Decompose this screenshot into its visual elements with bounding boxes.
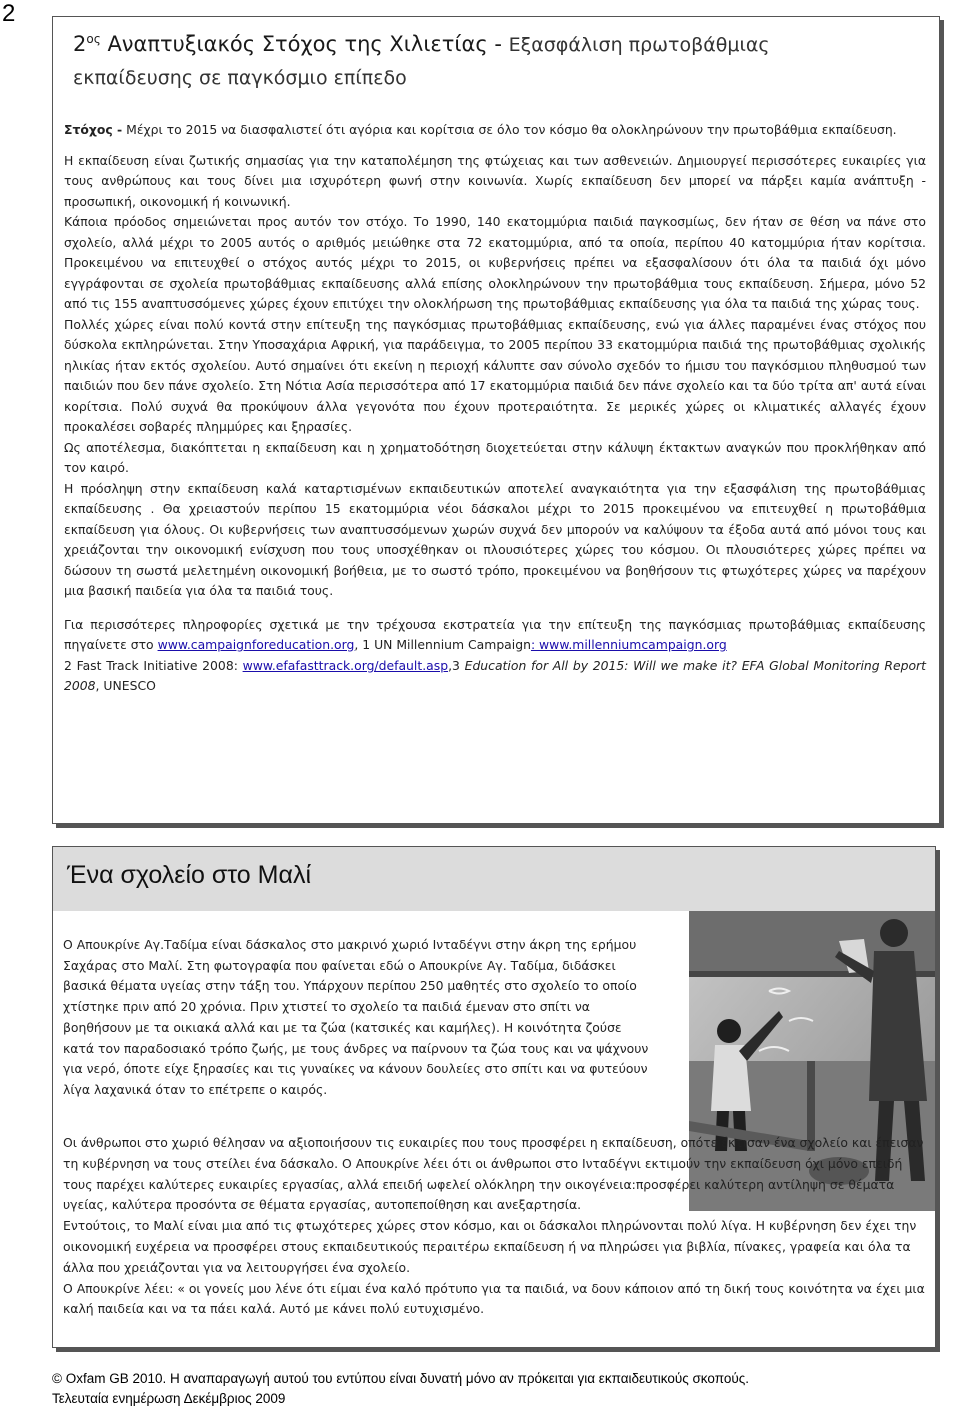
mdg-box xyxy=(52,16,940,824)
paragraph-2: Κάποια πρόοδος σημειώνεται προς αυτόν τον στόχο. Το 1990, 140 εκατομμύρια παιδιά παγκοσμίως, δεν ήταν σε θέση να πάνε στο σχολείο, αλλά μέχρι το 2005 αυτός ο αριθμός μειώθηκε στα 72 εκατομμύρια, από τα οποία, περίπου 40 κατομμύρια ήταν κορίτσια. Προκειμένου να επιτευχθεί ο στόχος αυτός μέχρι το 2015, οι κυβερνήσεις πρέπει να εξασφαλίσουν ότι όλα τα παιδιά όχι μόνο εγγράφονται σε σχολεία πρωτοβάθμιας εκπαίδευσης αλλά επίσης ολοκληρώνουν την πρωτοβάθμια τους εκπαίδευση. Σήμερα, μόνο 52 από τις 155 αναπτυσσόμενες χώρες έχουν επιτύχει την ολοκλήρωση της πρωτοβάθμιας εκπαίδευσης για όλα τα παιδιά της χώρας τους. xyxy=(64,214,926,311)
mdg-body xyxy=(64,120,926,697)
mdg-title: $2^{o\varsigma}$ Αναπτυξιακός Στόχος της Χιλιετίας - xyxy=(73,32,509,56)
mdg-subtitle-first: Εξασφάλιση πρωτοβάθμιας xyxy=(508,34,770,56)
mali-title: Ένα σχολείο στο Μαλί xyxy=(67,861,311,889)
refs-text-5: , UNESCO xyxy=(95,678,156,693)
references xyxy=(64,615,926,697)
paragraph-5: Η πρόσληψη στην εκπαίδευση καλά καταρτισμένων εκπαιδευτικών αποτελεί αναγκαιότητα για την εξασφάλιση της πρωτοβάθμιας εκπαίδευσης . Θα χρειαστούν περίπου 15 εκατομμύρια νέοι δάσκαλοι μέχρι το 2015 προκειμένου να επιτευχθεί η πρωτοβάθμια εκπαίδευση για όλους. Οι κυβερνήσεις των αναπτυσσόμενων χωρών συχνά δεν μπορούν να καλύψουν τα έξοδα αυτά από μόνοι τους και χρειάζονται την οικονομική ενίσχυση που τους υποσχέθηκαν οι πλουσιότερες χώρες του κόσμου. Οι πλουσιότερες χώρες πρέπει να δώσουν τη σωστά μελετημένη οικονομική βοήθεια, με το σωστό τρόπο, προκειμένου να βοηθήσουν τις φτωχότερες χώρες να παρέχουν μια βασική παιδεία για όλα τα παιδιά τους. xyxy=(64,480,926,598)
mali-paragraph-1: Ο Απουκρίνε Αγ.Ταδίμα είναι δάσκαλος στο μακρινό χωριό Ινταδέγνι στην άκρη της ερήμου Σαχάρας στο Μαλί. Στη φωτογραφία που φαίνεται εδώ ο Απουκρίνε Αγ. Ταδίμα, διδάσκει βασικά θέματα υγείας στην τάξη του. Υπάρχουν περίπου 250 μαθητές στο σχολείο το οποίο χτίστηκε πριν από 20 χρόνια. Πριν χτιστεί το σχολείο τα παιδιά έμεναν στο σπίτι να βοηθήσουν με τα οικιακά αλλά και με τα ζώα (κατσικές και καμήλες). Η κοινότητα ζούσε κατά τον παραδοσιακό τρόπο ζωής, με τους άνδρες να παίρνουν τα ζώα τους και να ψάχνουν για νερό, όποτε είχε ξηρασίες και τις γυναίκες να κάνουν δουλείες στο σπίτι και να φυτεύουν λίγα λαχανικά όταν το επέτρεπε ο καιρός. xyxy=(63,937,649,1097)
target-text: Μέχρι το 2015 να διασφαλιστεί ότι αγόρια και κορίτσια σε όλο τον κόσμο θα ολοκληρώνουν την πρωτοβάθμια εκπαίδευση. xyxy=(122,122,897,137)
mali-paragraph-4: Ο Απουκρίνε λέει: « οι γονείς μου λένε ότι είμαι ένα καλό πρότυπο για τα παιδιά, να δουν κάποιον από τη δική τους κοινότητα να έχει μια καλή παιδεία και να τα πάει καλά. Αυτό με κάνει πολύ ευτυχισμένο. xyxy=(63,1280,925,1317)
paragraph-1: Η εκπαίδευση είναι ζωτικής σημασίας για την καταπολέμηση της φτώχειας και των ασθενειών. Δημιουργεί περισσότερες ευκαιρίες για τους ανθρώπους και τους δίνει μια ισχυρότερη φωνή στην κοινωνία. Χωρίς εκπαίδευση δεν μπορεί να πάρξει καμία ανάπτυξη - προσωπική, οικονομική ή κοινωνική. xyxy=(64,152,926,209)
refs-text-2: , 1 UN Millennium Campaign xyxy=(354,637,531,652)
campaign-link[interactable]: www.campaignforeducation.org xyxy=(157,637,355,652)
refs-text-4: ,3 xyxy=(448,657,465,673)
footer xyxy=(52,1369,932,1409)
last-updated-line: Τελευταία ενημέρωση Δεκέμβριος 2009 xyxy=(52,1391,286,1406)
mali-body xyxy=(63,1133,925,1320)
target-label: Στόχος - xyxy=(64,122,123,137)
target-paragraph xyxy=(64,120,926,141)
efa-report-title: Education for All by 2015: Will we make it? EFA Global Monitoring Report 2008 xyxy=(64,657,926,693)
millennium-link[interactable]: : www.millenniumcampaign.org xyxy=(530,637,727,652)
copyright-line: © Oxfam GB 2010. Η αναπαραγωγή αυτού του εντύπου είναι δυνατή μόνο αν πρόκειται για εκπαιδευτικούς σκοπούς. xyxy=(52,1371,749,1386)
refs-text-3: 2 Fast Track Initiative 2008: xyxy=(64,657,243,673)
mdg-header xyxy=(73,23,933,94)
fasttrack-link[interactable]: www.efafasttrack.org/default.asp xyxy=(242,657,449,673)
mali-paragraph-2: Οι άνθρωποι στο χωριό θέλησαν να αξιοποιήσουν τις ευκαιρίες που τους προσφέρει η εκπαίδευση, οπότε έκτισαν ένα σχολείο και έπεισαν τη κυβέρνηση να τους στείλει ένα δάσκαλο. Ο Απουκρίνε λέει ότι οι άνθρωποι στο Ινταδέγνι εκτιμούν την εκπαίδευση όχι μόνο επειδή τους παρέχει καλύτερες ευκαιρίες εργασίας, αλλά επειδή ωφελεί ολόκληρη την οικογένεια:προσφέρει καλύτερη αντίληψη σε θέματα υγείας, καλύτερα προσόντα σε θέματα εργασίας, αυτοπεποίθηση και ανεξαρτησία. xyxy=(63,1135,924,1213)
page-number: 2 xyxy=(2,0,16,27)
mali-intro xyxy=(63,935,651,1101)
mali-paragraph-3: Εντούτοις, το Μαλί είναι μια από τις φτωχότερες χώρες στον κόσμο, και οι δάσκαλοι πληρώνονται πολύ λίγα. Η κυβέρνηση δεν έχει την οικονομική ευχέρεια να προσφέρει στους εκπαιδευτικούς περαιτέρω εκπαίδευση ή να πληρώσει για βιβλία, πίνακες, γραφεία και όλα τα άλλα που χρειάζονται για να λειτουργήσει ένα σχολείο. xyxy=(63,1218,917,1275)
paragraph-4: Ως αποτέλεσμα, διακόπτεται η εκπαίδευση και η χρηματοδότηση διοχετεύεται στην κάλυψη έκτακτων αναγκών που προκλήθηκαν από τον καιρό. xyxy=(64,439,926,475)
paragraph-3: Πολλές χώρες είναι πολύ κοντά στην επίτευξη της παγκόσμιας πρωτοβάθμιας εκπαίδευσης, ενώ για άλλες παραμένει ένας στόχος που δύσκολα εκπληρώνεται. Στην Υποσαχάρια Αφρική, για παράδειγμα, το 2005 περίπου 33 εκατομμύρια παιδιά της πρωτοβάθμιας σχολικής ηλικίας ήταν εκτός σχολείου. Αυτό σημαίνει ότι εκείνη η περιοχή κάλυπτε σαν σύνολο σχεδόν το ήμισυ του παγκόσμιου πληθυσμού των παιδιών που δεν πάνε σχολείο. Στη Νότια Ασία περισσότερα από 17 εκατομμύρια παιδιά δεν πάνε σχολείο και τα δύο τρίτα απ' αυτά είναι κορίτσια. Πολύ συχνά θα προκύψουν άλλα γεγονότα που έχουν προτεραιότητα. Σε μερικές χώρες οι κλιματικές αλλαγές έχουν προκαλέσει σοβαρές πλημμύρες και ξηρασίες. xyxy=(64,316,926,434)
mali-box xyxy=(52,846,936,1348)
refs-text-1: Για περισσότερες πληροφορίες σχετικά με την τρέχουσα εκστρατεία για την επίτευξη της παγκόσμιας πρωτοβάθμιας εκπαίδευσης πηγαίνετε στο xyxy=(64,616,926,652)
mdg-subtitle-second: εκπαίδευσης σε παγκόσμιο επίπεδο xyxy=(73,67,407,89)
